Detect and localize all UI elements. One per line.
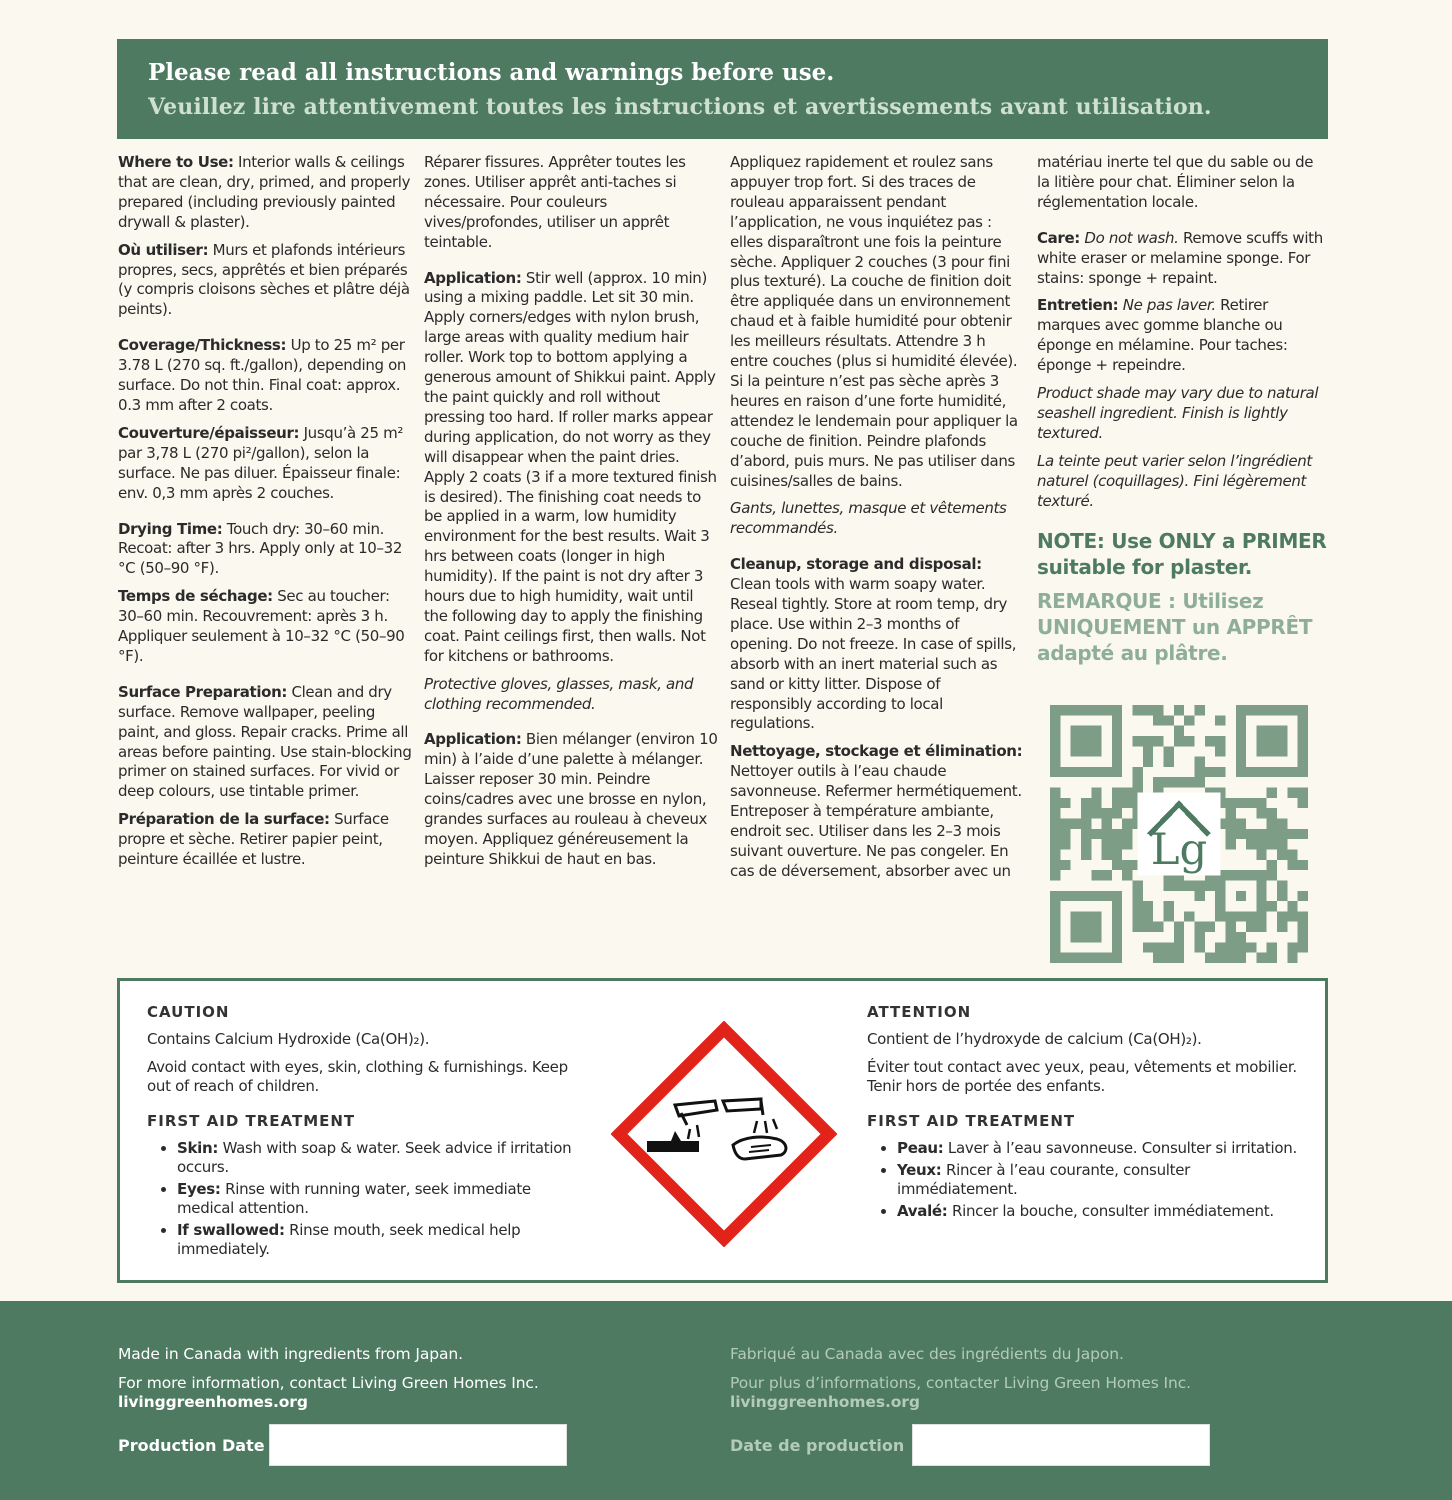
couverture: Couverture/épaisseur: Jusqu’à 25 m² par 3,78 L (270 pi²/gallon), selon la surface. Ne pas diluer. Épaisseur finale: env. 0,3 mm après 2 couches. [118, 423, 404, 502]
list-item: • Yeux: Rincer à l’eau courante, consulter immédiatement. [897, 1161, 1307, 1199]
caution-title: CAUTION [147, 1003, 230, 1021]
qr-code-icon[interactable] [1050, 705, 1308, 963]
banner-title-fr: Veuillez lire attentivement toutes les instructions et avertissements avant utilisation. [148, 94, 1212, 120]
footer-en [118, 1345, 539, 1412]
coverage: Coverage/Thickness: Up to 25 m² per 3.78 L (270 sq. ft./gallon), depending on surface. Do not thin. Final coat: approx. 0.3 mm after 2 coats. [118, 336, 407, 414]
list-item: • Avalé: Rincer la bouche, consulter immédiatement. [897, 1202, 1307, 1221]
first-aid-title-fr: FIRST AID TREATMENT [867, 1112, 1076, 1130]
column-1 [118, 153, 414, 878]
footer-fr [730, 1345, 1191, 1412]
website-link-fr[interactable]: livinggreenhomes.org [730, 1393, 920, 1411]
list-item: • If swallowed: Rinse mouth, seek medical help immediately. [177, 1221, 577, 1259]
application-fr-continued: Appliquez rapidement et roulez sans appuyer trop fort. Si des traces de rouleau apparaissent pendant l’application, ne vous inquiétez pas : elles disparaîtront une fois la peinture sèche. Appliquer 2 couches (3 pour fini plus texturé). La couche de finition doit être appliquée dans un environnement chaud et à faible humidité pour obtenir les meilleurs résultats. Attendre 3 h entre couches (plus si humidité élevée). Si la peinture n’est pas sèche après 3 heures en raison d’une forte humidité, attendez le lendemain pour appliquer la couche de finition. Peindre plafonds d’abord, puis murs. Ne pas utiliser dans cuisines/salles de bains. [730, 153, 1018, 490]
info-en: For more information, contact Living Green Homes Inc. [118, 1374, 539, 1392]
production-date-field[interactable] [269, 1424, 567, 1466]
care: Care: Do not wash. Remove scuffs with white eraser or melamine sponge. For stains: sponge + repaint. [1037, 228, 1323, 287]
application-fr: Application: Bien mélanger (environ 10 min) à l’aide d’une palette à mélanger. Laisser reposer 30 min. Peindre coins/cadres avec une brosse en nylon, grandes surfaces au rouleau à cheveux moyen. Appliquez généreusement la peinture Shikkui de haut en bas. [424, 730, 718, 868]
cleanup: Cleanup, storage and disposal: Clean tools with warm soapy water. Reseal tightly. Store at room temp, dry place. Use within 2–3 months of opening. Do not freeze. In case of spills, absorb with an inert material such as sand or kitty litter. Dispose of responsibly according to local regulations. [730, 555, 1017, 733]
caution-en [147, 1003, 577, 1262]
column-2 [424, 153, 720, 878]
preparation-surface: Préparation de la surface: Surface propre et sèche. Retirer papier peint, peinture écaillée et lustre. [118, 810, 389, 869]
list-item: • Skin: Wash with soap & water. Seek advice if irritation occurs. [177, 1139, 577, 1177]
qr-logo-text: Lg [1150, 824, 1208, 875]
footer [0, 1301, 1452, 1500]
entretien: Entretien: Ne pas laver. Retirer marques avec gomme blanche ou éponge en mélamine. Pour taches: éponge + repeindre. [1037, 296, 1288, 375]
first-aid-list-en [147, 1139, 577, 1259]
banner-title-en: Please read all instructions and warnings before use. [148, 59, 835, 86]
attention-title: ATTENTION [867, 1003, 972, 1021]
made-in-fr: Fabriqué au Canada avec des ingrédients du Japon. [730, 1345, 1124, 1363]
made-in-en: Made in Canada with ingredients from Japan. [118, 1345, 463, 1363]
list-item: • Eyes: Rinse with running water, seek immediate medical attention. [177, 1180, 577, 1218]
temps-de-sechage: Temps de séchage: Sec au toucher: 30–60 min. Recouvrement: après 3 h. Appliquer seulement à 10–32 °C (50–90 °F). [118, 587, 405, 665]
shade-note-fr: La teinte peut varier selon l’ingrédient naturel (coquillages). Fini légèrement texturé. [1037, 451, 1312, 510]
caution-panel [117, 978, 1328, 1283]
nettoyage-continued: matériau inerte tel que du sable ou de la litière pour chat. Éliminer selon la réglementation locale. [1037, 153, 1314, 211]
surface-preparation: Surface Preparation: Clean and dry surface. Remove wallpaper, peeling paint, and gloss. Repair cracks. Prime all areas before painting. Use stain-blocking primer on stained surfaces. For vivid or deep colours, use tintable primer. [118, 682, 412, 801]
application-en: Application: Stir well (approx. 10 min) using a mixing paddle. Let sit 30 min. Apply corners/edges with nylon brush, large areas with quality medium hair roller. Work top to bottom applying a generous amount of Shikkui paint. Apply the paint quickly and roll without pressing too hard. If roller marks appear during application, do not worry as they will disappear when the paint dries. Apply 2 coats (3 if a more textured finish is desired). The finishing coat needs to be applied in a warm, low humidity environment for the best results. Wait 3 hrs between coats (longer in high humidity). If the paint is not dry after 3 hours due to high humidity, wait until the following day to apply the finishing coat. Paint ceilings first, then walls. Not for kitchens or bathrooms. [424, 268, 717, 665]
avoid-en: Avoid contact with eyes, skin, clothing & furnishings. Keep out of reach of children. [147, 1058, 568, 1095]
primer-note-en: NOTE: Use ONLY a PRIMER suitable for plaster. [1037, 528, 1327, 579]
caution-fr [867, 1003, 1307, 1224]
ppe-en: Protective gloves, glasses, mask, and clothing recommended. [424, 674, 694, 713]
production-date-label: Production Date [118, 1436, 265, 1455]
header-banner [117, 39, 1328, 139]
primer-note-fr: REMARQUE : Utilisez UNIQUEMENT un APPRÊT adapté au plâtre. [1037, 588, 1313, 665]
date-de-production-field[interactable] [912, 1424, 1210, 1466]
contains-en: Contains Calcium Hydroxide (Ca(OH)₂). [147, 1030, 430, 1048]
avoid-fr: Éviter tout contact avec yeux, peau, vêtements et mobilier. Tenir hors de portée des enfants. [867, 1058, 1297, 1095]
list-item: • Peau: Laver à l’eau savonneuse. Consulter si irritation. [897, 1139, 1307, 1158]
column-3 [730, 153, 1026, 890]
corrosion-pictogram-icon [611, 1021, 837, 1247]
where-to-use: Where to Use: Interior walls & ceilings that are clean, dry, primed, and properly prepared (including previously painted drywall & plaster). [118, 153, 411, 231]
website-link-en[interactable]: livinggreenhomes.org [118, 1393, 308, 1411]
date-de-production-label: Date de production [730, 1436, 905, 1455]
ppe-fr: Gants, lunettes, masque et vêtements recommandés. [730, 499, 1007, 538]
preparation-continued: Réparer fissures. Apprêter toutes les zones. Utiliser apprêt anti-taches si nécessaire. Pour couleurs vives/profondes, utiliser un apprêt teintable. [424, 153, 686, 251]
ou-utiliser: Où utiliser: Murs et plafonds intérieurs propres, secs, apprêtés et bien préparés (y compris cloisons sèches et plâtre déjà peints). [118, 240, 410, 319]
drying-time: Drying Time: Touch dry: 30–60 min. Recoat: after 3 hrs. Apply only at 10–32 °C (50–90 °F). [118, 519, 403, 578]
first-aid-title-en: FIRST AID TREATMENT [147, 1112, 356, 1130]
info-fr: Pour plus d’informations, contacter Living Green Homes Inc. [730, 1374, 1191, 1392]
shade-note-en: Product shade may vary due to natural seashell ingredient. Finish is lightly textured. [1037, 384, 1319, 442]
nettoyage: Nettoyage, stockage et élimination: Nettoyer outils à l’eau chaude savonneuse. Refermer hermétiquement. Entreposer à température ambiante, endroit sec. Utiliser dans les 2–3 mois suivant ouverture. Ne pas congeler. En cas de déversement, absorber avec un [730, 742, 1023, 880]
first-aid-list-fr [867, 1139, 1307, 1221]
column-4 [1037, 153, 1329, 674]
contains-fr: Contient de l’hydroxyde de calcium (Ca(OH)₂). [867, 1030, 1202, 1048]
